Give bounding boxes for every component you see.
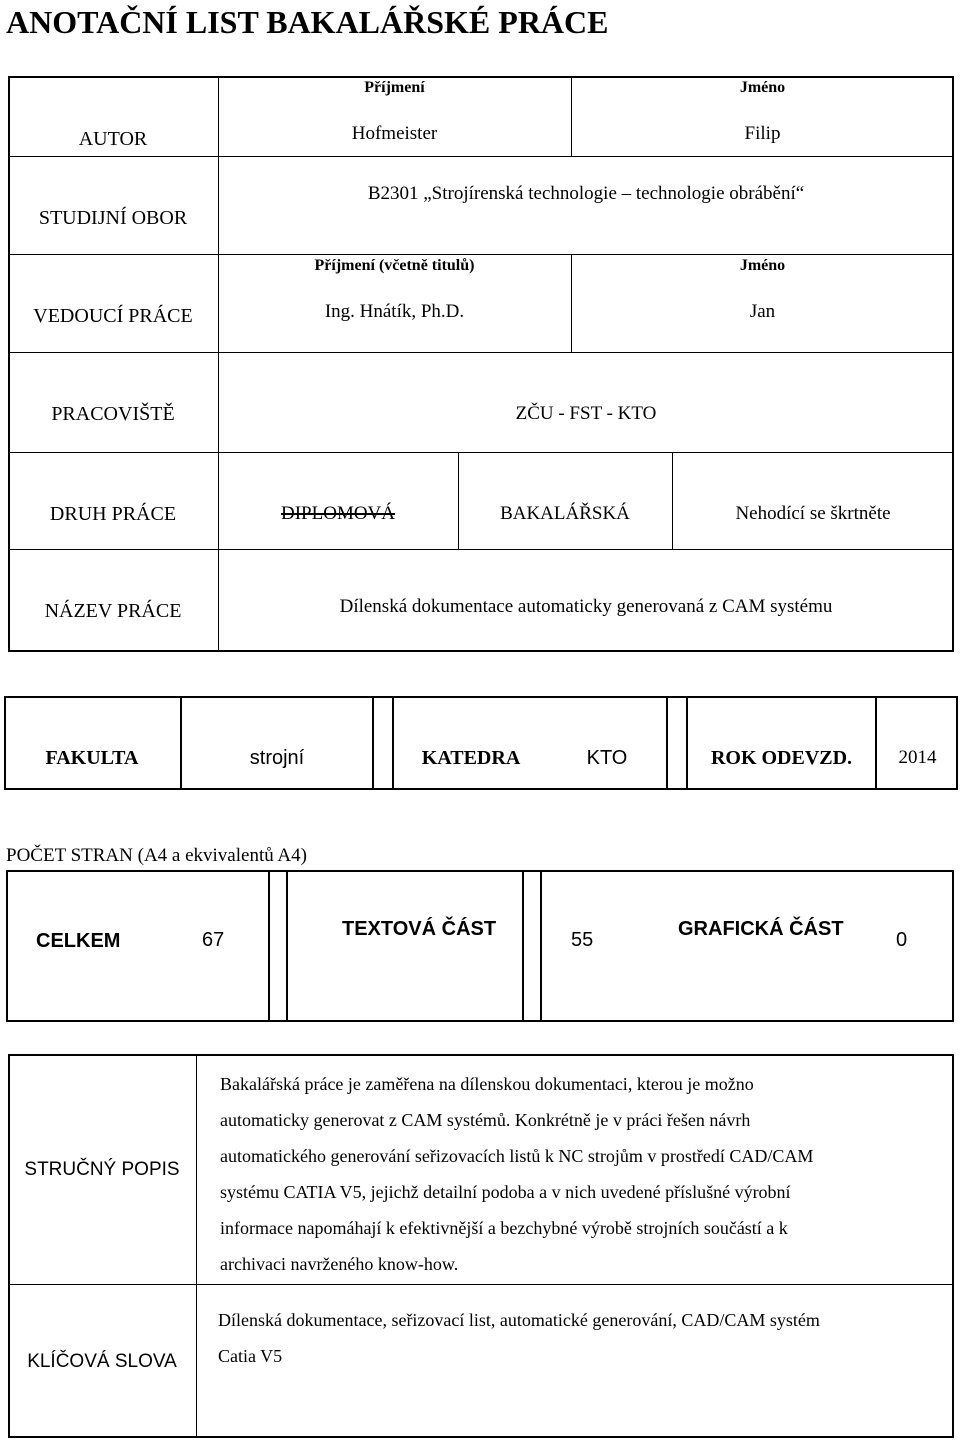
supervisor-label: VEDOUCÍ PRÁCE (33, 305, 193, 327)
supervisor-firstname: Jan (749, 301, 776, 322)
pages-table (6, 870, 954, 1022)
work-type-diplomova-struck: DIPLOMOVÁ (281, 503, 395, 524)
summary-text (220, 1066, 924, 1282)
page-title: ANOTAČNÍ LIST BAKALÁŘSKÉ PRÁCE (6, 4, 609, 40)
workplace-label: PRACOVIŠTĚ (51, 403, 175, 425)
summary-line: informace napomáhají k efektivnější a bezchybné výrobě strojních součástí a k (220, 1218, 788, 1238)
main-info-table (8, 76, 954, 652)
pages-total-value: 67 (202, 929, 225, 951)
department-label: KATEDRA (421, 747, 521, 769)
work-type-bakalarska: BAKALÁŘSKÁ (500, 503, 630, 524)
author-label: AUTOR (78, 128, 148, 150)
author-firstname-header: Jméno (739, 79, 786, 96)
work-type-label: DRUH PRÁCE (49, 503, 177, 525)
pages-heading: POČET STRAN (A4 a ekvivalentů A4) (6, 845, 307, 866)
faculty-label: FAKULTA (45, 747, 139, 769)
summary-line: automaticky generovat z CAM systémů. Konkrétně je v práci řešen návrh (220, 1110, 751, 1130)
summary-label: STRUČNÝ POPIS (24, 1159, 180, 1180)
faculty-value: strojní (249, 747, 305, 769)
faculty-row (4, 696, 958, 790)
study-field-label: STUDIJNÍ OBOR (38, 207, 188, 229)
year-value: 2014 (898, 747, 937, 768)
supervisor-surname: Ing. Hnátík, Ph.D. (324, 301, 465, 322)
summary-line: systému CATIA V5, jejichž detailní podoba a v nich uvedené příslušné výrobní (220, 1182, 791, 1202)
keywords-line: Catia V5 (218, 1346, 283, 1366)
pages-graphic-label: GRAFICKÁ ČÁST (678, 918, 844, 940)
keywords-line: Dílenská dokumentace, seřizovací list, automatické generování, CAD/CAM systém (218, 1310, 820, 1330)
work-type-note: Nehodící se škrtněte (735, 503, 891, 524)
summary-line: archivaci navrženého know-how. (220, 1254, 459, 1274)
study-field-value: B2301 „Strojírenská technologie – technologie obrábění“ (367, 183, 805, 204)
author-firstname: Filip (744, 123, 781, 144)
supervisor-surname-header: Příjmení (včetně titulů) (314, 257, 475, 274)
keywords-label: KLÍČOVÁ SLOVA (27, 1351, 177, 1372)
summary-line: automatického generování seřizovacích listů k NC strojům v prostředí CAD/CAM (220, 1146, 814, 1166)
pages-total-label: CELKEM (36, 930, 121, 952)
workplace-value: ZČU - FST - KTO (515, 403, 657, 424)
pages-text-value: 55 (571, 929, 594, 951)
pages-text-label: TEXTOVÁ ČÁST (342, 918, 497, 940)
year-label: ROK ODEVZD. (710, 747, 853, 769)
summary-line: Bakalářská práce je zaměřena na dílenskou dokumentaci, kterou je možno (220, 1074, 754, 1094)
pages-graphic-value: 0 (896, 929, 908, 951)
author-surname-header: Příjmení (364, 79, 425, 96)
supervisor-firstname-header: Jméno (739, 257, 786, 274)
keywords-text (218, 1302, 948, 1374)
title-value: Dílenská dokumentace automaticky generovaná z CAM systému (339, 596, 833, 617)
author-surname: Hofmeister (351, 123, 438, 144)
title-label: NÁZEV PRÁCE (44, 600, 182, 622)
department-value: KTO (586, 747, 628, 769)
